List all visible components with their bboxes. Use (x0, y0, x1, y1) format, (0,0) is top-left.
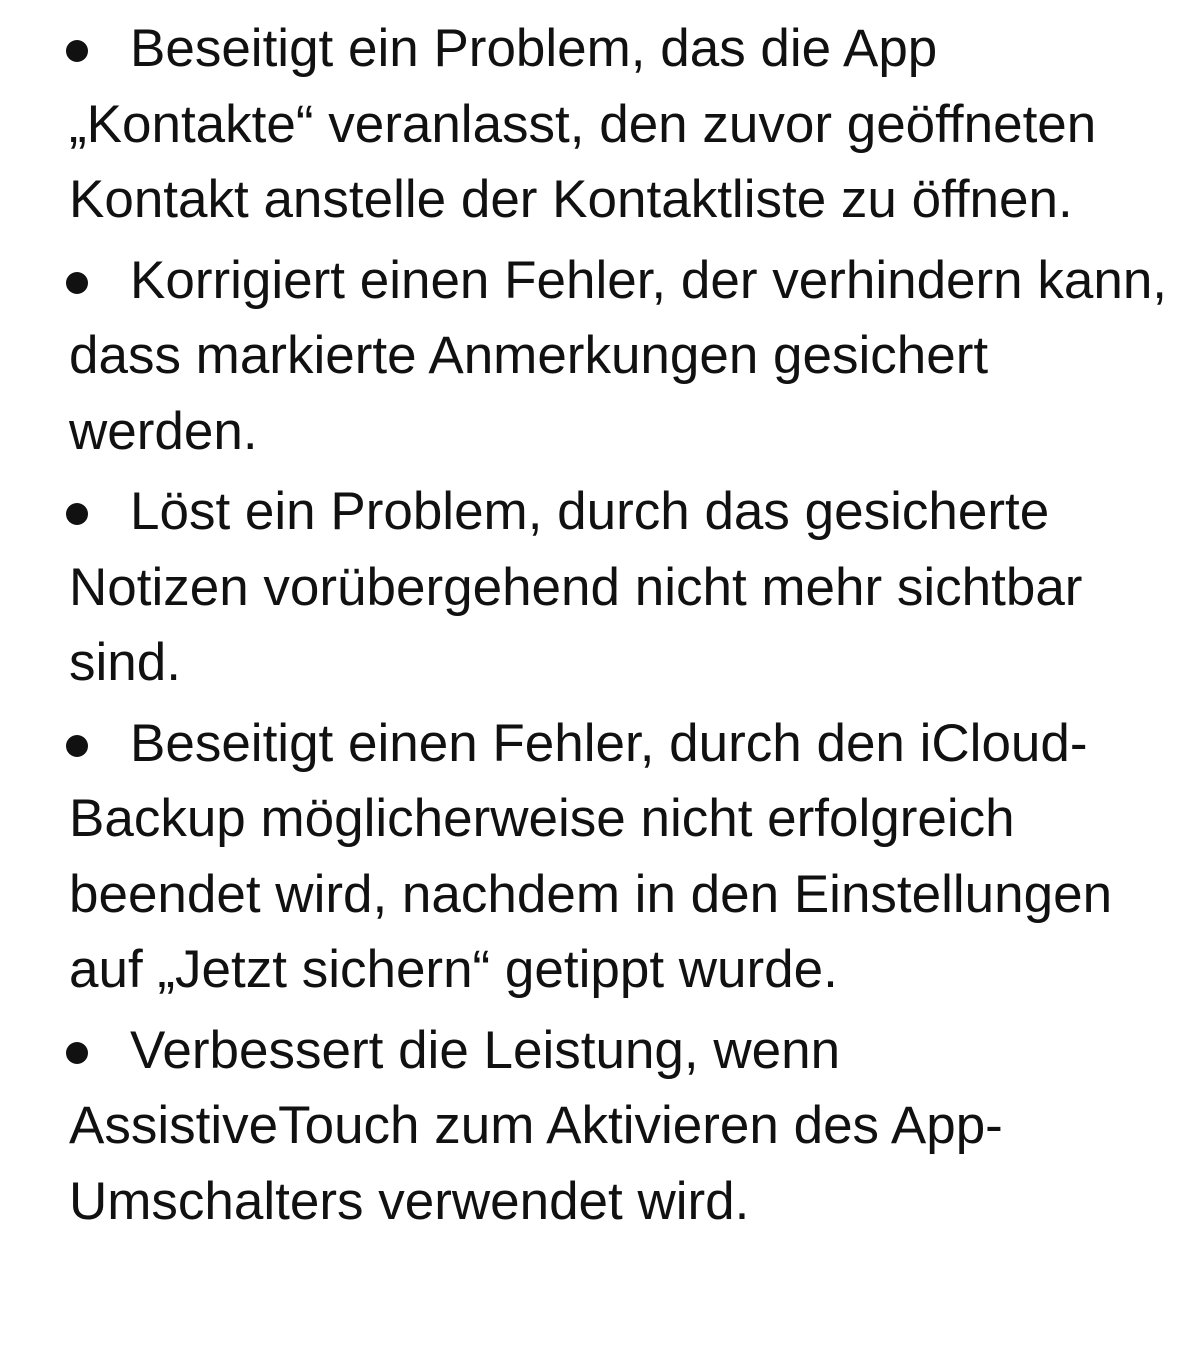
list-item (0, 11, 1200, 238)
list-item-text: Beseitigt einen Fehler, durch den iCloud-Backup möglicherweise nicht erfolgreich beendet wird, nachdem in den Einstellungen auf „Jetzt sichern“ getippt wurde. (69, 713, 1113, 999)
bullet-icon (66, 1042, 88, 1064)
list-item (0, 243, 1200, 470)
list-item (0, 474, 1200, 701)
bullet-icon (66, 503, 88, 525)
bullet-icon (66, 735, 88, 757)
list-item (0, 706, 1200, 1008)
list-item-text: Beseitigt ein Problem, das die App „Kontakte“ veranlasst, den zuvor geöffneten Kontakt anstelle der Kontaktliste zu öffnen. (69, 19, 1097, 229)
bullet-icon (66, 40, 88, 62)
list-item (0, 1013, 1200, 1240)
list-item-text: Korrigiert einen Fehler, der verhindern kann, dass markierte Anmerkungen gesichert werden. (69, 250, 1168, 461)
release-notes-list (0, 11, 1200, 1244)
list-item-text: Löst ein Problem, durch das gesicherte Notizen vorübergehend nicht mehr sichtbar sind. (69, 482, 1083, 692)
list-item-text: Verbessert die Leistung, wenn AssistiveTouch zum Aktivieren des App-Umschalters verwendet wird. (69, 1020, 1003, 1231)
bullet-icon (66, 272, 88, 294)
